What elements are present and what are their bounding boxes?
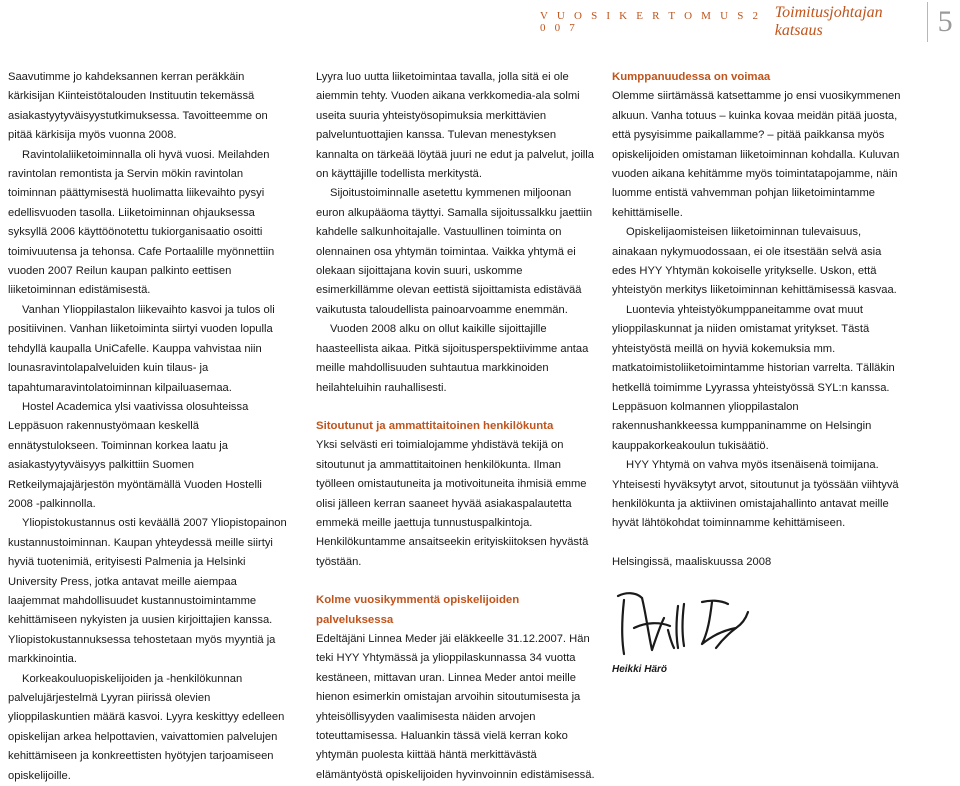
paragraph: Yksi selvästi eri toimialojamme yhdistävä tekijä on sitoutunut ja ammattitaitoinen henkilökunta. Ilman työlleen omistautuneita ja motivoituneita ihmisiä emme olisi jälleen kerran saaneet hyvää asiakaspalautetta emmekä meille jaettuja tunnustuspalkintoja. Henkilökuntamme ansaitseekin erityiskiitoksen hyvästä työstään. bbox=[316, 439, 589, 568]
header-divider bbox=[927, 2, 928, 42]
subheading-three-decades: Kolme vuosikymmentä opiskelijoiden palveluksessa bbox=[316, 594, 520, 626]
paragraph: Ravintolaliiketoiminnalla oli hyvä vuosi. Meilahden ravintolan remontista ja Servin mökin ravintolan toiminnan päättymisestä huolimatta liikevaihto pysyi edellisvuoden tasolla. Liiketoiminnan ohjauksessa syksyllä 2006 käyttöönotettu tukiorganisaatio osoitti toimivuutensa ja tehonsa. Cafe Portaalille myönnettiin vuoden 2007 Reilun kaupan palkinto eettisen liiketoiminnan edistämisestä. bbox=[8, 148, 275, 297]
paragraph: Lyyra luo uutta liiketoimintaa tavalla, jolla sitä ei ole aiemmin tehty. Vuoden aikana verkkomedia-ala solmi useita suuria yhteistyösopimuksia merkittävien palveluntuottajien kanssa. Tulevan menestyksen kannalta on tärkeää löytää juuri ne edut ja palvelut, joilla on käyttäjille todellista merkitystä. bbox=[316, 71, 595, 181]
paragraph: Hostel Academica ylsi vaativissa olosuhteissa Leppäsuon rakennustyömaan keskellä ennätystulokseen. Toiminnan korkea laatu ja asiakastyytyväisyys palkittiin Suomen Retkeilymajajärjestön myöntämällä Vuoden Hostelli 2008 -palkinnolla. bbox=[8, 400, 262, 510]
paragraph: Edeltäjäni Linnea Meder jäi eläkkeelle 31.12.2007. Hän teki HYY Yhtymässä ja ylioppilaskunnassa 34 vuotta kestäneen, mittavan uran. Linnea Meder antoi meille hienon esimerkin omistajan arvoihin sitoutumisesta ja yhteisöllisyyden vaalimisesta näiden arvojen toteuttamisessa. Haluankin tässä vielä kerran koko yhtymän puolesta kiittää häntä merkittävästä elämäntyöstä opiskelijoiden hyvinvoinnin edistämisessä. bbox=[316, 632, 595, 781]
signature-block bbox=[612, 572, 904, 684]
closing-place-date: Helsingissä, maaliskuussa 2008 bbox=[612, 555, 772, 568]
paragraph: Korkeakouluopiskelijoiden ja -henkilökunnan palvelujärjestelmä Lyyran piirissä olevien ylioppilaskuntien määrä kasvoi. Lyyra keskittyy edelleen opiskelijan arkea helpottavien, vaivattomien palvelujen kehittämiseen ja konkreettisten hyötyjen tarjoamiseen opiskelijoille. bbox=[8, 672, 285, 782]
subheading-staff: Sitoutunut ja ammattitaitoinen henkilökunta bbox=[316, 419, 554, 432]
page-header bbox=[540, 4, 960, 39]
annual-report-label: V U O S I K E R T O M U S 2 0 0 7 bbox=[540, 10, 762, 34]
section-title: Toimitusjohtajan katsaus bbox=[774, 4, 883, 39]
text-column-3 bbox=[612, 68, 904, 684]
handwritten-signature-icon bbox=[612, 578, 752, 658]
paragraph: Olemme siirtämässä katsettamme jo ensi vuosikymmenen alkuun. Vanha totuus – kuinka kovaa meidän pitää juosta, että pysyisimme paikallamme? – pitää paikkansa myös opiskelijoiden omistaman liiketoiminnan kohdalla. Kuluvan vuoden aikana kehitämme myös toimintatapojamme, näin luomme entistä vahvemman pohjan liiketoimintamme kehittämiselle. bbox=[612, 90, 901, 219]
paragraph: Vuoden 2008 alku on ollut kaikille sijoittajille haasteellista aikaa. Pitkä sijoitusperspektiivimme antaa meille mahdollisuuden suhtautua markkinoiden heilahteluihin rauhallisesti. bbox=[316, 323, 589, 394]
spacer bbox=[612, 534, 904, 553]
signature-name: Heikki Härö bbox=[612, 664, 668, 676]
paragraph: Sijoitustoiminnalle asetettu kymmenen miljoonan euron alkupääoma täyttyi. Samalla sijoitussalkku jaettiin kahdelle salkunhoitajalle. Vastuullinen toiminta on olennainen osa yhtymän toimintaa. Vaikka yhtymä ei olekaan sijoittajana kovin suuri, uskomme esimerkillämme olevan eettistä sijoittamista edistävää vaikutusta taloudellista painoarvoamme enemmän. bbox=[316, 187, 593, 316]
spacer bbox=[316, 572, 596, 591]
paragraph: Saavutimme jo kahdeksannen kerran peräkkäin kärkisijan Kiinteistötalouden Instituutin tekemässä asiakastyytyväisyystutkimuksessa. Tavoitteemme on pitää kärkisija myös vuonna 2008. bbox=[8, 71, 268, 142]
paragraph: Luontevia yhteistyökumppaneitamme ovat muut ylioppilaskunnat ja niiden omistamat yritykset. Tästä yhteistyöstä meillä on hyviä kokemuksia mm. matkatoimistoliiketoimintamme historian varrelta. Tälläkin hetkellä toimimme Lyyrassa yhteistyössä SYL:n kanssa. Leppäsuon kolmannen ylioppilastalon rakennushankkeessa kumppaninamme on Helsingin kauppakorkeakoulun tukisäätiö. bbox=[612, 303, 895, 452]
paragraph: HYY Yhtymä on vahva myös itsenäisenä toimijana. Yhteisesti hyväksytyt arvot, sitoutunut ja työssään viihtyvä henkilökunta ja aktiivinen omistajahallinto antavat meille hyvät lähtökohdat toiminnamme kehittämiseen. bbox=[612, 459, 899, 530]
text-column-1 bbox=[8, 68, 288, 786]
subheading-partnership: Kumppanuudessa on voimaa bbox=[612, 71, 771, 83]
paragraph: Opiskelijaomisteisen liiketoiminnan tulevaisuus, ainakaan nykymuodossaan, ei ole itsestään selvä asia edes HYY Yhtymän kokoiselle yritykselle. Uskon, että yhteistyön merkitys liiketoiminnan kehittämisessä kasvaa. bbox=[612, 226, 897, 297]
page-number: 5 bbox=[937, 5, 953, 38]
text-column-2 bbox=[316, 68, 596, 785]
paragraph: Yliopistokustannus osti keväällä 2007 Yliopistopainon kustannustoiminnan. Kaupan yhteydessä meille siirtyi hyviä tuotenimiä, erityisesti Palmenia ja Helsinki University Press, jotka antavat meille aiempaa laajemmat mahdollisuudet kustannustoimintamme kehittämiseen nykyisten ja uusien kirjoittajien kanssa. Yliopistokustannuksessa tehostetaan myös myyntiä ja markkinointia. bbox=[8, 517, 287, 666]
spacer bbox=[316, 398, 596, 417]
paragraph: Vanhan Ylioppilastalon liikevaihto kasvoi ja tulos oli positiivinen. Vanhan liiketoiminta siirtyi vuoden lopulla tehdyllä kaupalla UniCafelle. Kauppa vahvistaa niin lounasravintolapalveluiden kuin tilaus- ja tapahtumaravintolatoiminnan kilpailuasemaa. bbox=[8, 303, 275, 394]
